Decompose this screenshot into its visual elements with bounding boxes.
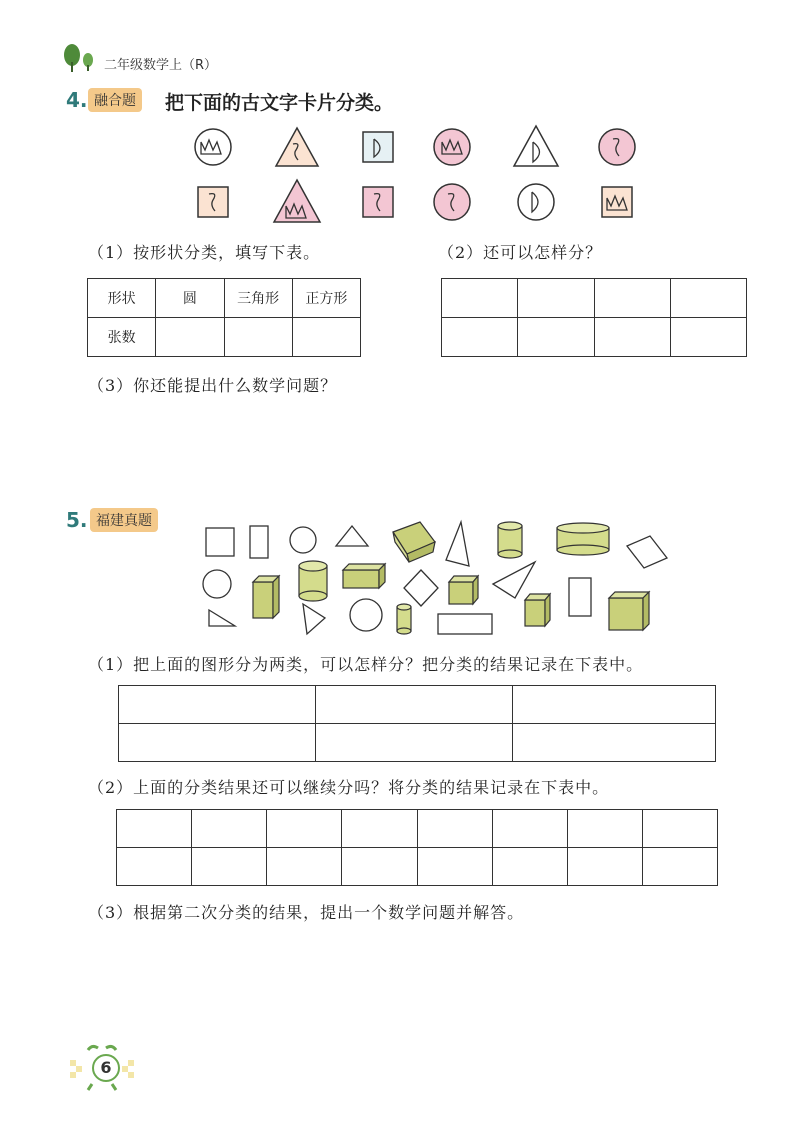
table-cell[interactable]: [316, 686, 513, 724]
shapes-collection: [195, 512, 685, 642]
two-category-table: [118, 685, 716, 762]
cube-shape: [449, 576, 478, 604]
card-triangle-moon: [514, 126, 558, 166]
table-cell[interactable]: [567, 848, 642, 886]
table-cell[interactable]: [342, 848, 417, 886]
circle-shape: [350, 599, 382, 631]
table-cell[interactable]: [642, 810, 717, 848]
table-cell[interactable]: [117, 810, 192, 848]
card-triangle-pink-mountain: [274, 180, 320, 222]
cuboid-shape: [525, 594, 550, 626]
card-square-peach-mountain: [602, 187, 632, 217]
table-cell-triangle-count[interactable]: [224, 318, 292, 357]
table-cell[interactable]: [117, 848, 192, 886]
table-cell[interactable]: [670, 279, 746, 318]
table-cell[interactable]: [518, 279, 594, 318]
small-cylinder-shape: [397, 604, 411, 634]
card-circle-mountain: [195, 129, 231, 165]
triangle-shape: [336, 526, 368, 546]
table-cell[interactable]: [492, 848, 567, 886]
square-shape: [404, 570, 438, 606]
table-cell[interactable]: [192, 810, 267, 848]
table-cell-square-count[interactable]: [292, 318, 360, 357]
question-4-part-1: （1）按形状分类，填写下表。: [88, 243, 321, 262]
table-cell[interactable]: [192, 848, 267, 886]
rectangle-shape: [627, 536, 667, 568]
shape-count-table: [87, 278, 361, 357]
table-header-circle: 圆: [156, 279, 224, 318]
table-cell[interactable]: [442, 318, 518, 357]
table-cell[interactable]: [567, 810, 642, 848]
question-5-part-2: （2）上面的分类结果还可以继续分吗？将分类的结果记录在下表中。: [88, 778, 610, 797]
square-shape: [206, 528, 234, 556]
table-header-shape: 形状: [88, 279, 156, 318]
alternate-classification-table: [441, 278, 747, 357]
question-4-part-2: （2）还可以怎样分？: [438, 243, 603, 262]
table-cell[interactable]: [594, 318, 670, 357]
further-classification-table: [116, 809, 718, 886]
triangle-shape: [209, 610, 235, 626]
rectangle-shape: [438, 614, 492, 634]
table-cell[interactable]: [119, 686, 316, 724]
card-triangle-peach: [276, 128, 318, 166]
flat-cylinder-shape: [557, 523, 609, 555]
triangle-shape: [303, 604, 325, 634]
rectangle-shape: [250, 526, 268, 558]
card-circle-pink-hook-2: [434, 184, 470, 220]
question-5-part-3: （3）根据第二次分类的结果，提出一个数学问题并解答。: [88, 903, 525, 922]
table-cell[interactable]: [518, 318, 594, 357]
card-circle-moon: [518, 184, 554, 220]
cuboid-shape: [343, 564, 385, 588]
table-cell[interactable]: [417, 810, 492, 848]
table-cell-circle-count[interactable]: [156, 318, 224, 357]
table-cell[interactable]: [513, 724, 716, 762]
table-cell[interactable]: [442, 279, 518, 318]
cuboid-shape: [253, 576, 279, 618]
cube-shape: [609, 592, 649, 630]
table-cell[interactable]: [670, 318, 746, 357]
table-header-square: 正方形: [292, 279, 360, 318]
question-4-part-3: （3）你还能提出什么数学问题？: [88, 376, 338, 395]
table-cell[interactable]: [513, 686, 716, 724]
cylinder-shape: [498, 522, 522, 558]
book-title: 二年级数学上（R）: [104, 58, 218, 73]
question-5-number: 5.: [66, 508, 88, 532]
question-5-tag: 福建真题: [90, 508, 158, 532]
question-4-tag: 融合题: [88, 88, 142, 112]
table-cell[interactable]: [594, 279, 670, 318]
ancient-character-cards: [180, 120, 650, 230]
table-cell[interactable]: [417, 848, 492, 886]
table-cell[interactable]: [342, 810, 417, 848]
card-circle-pink-hook: [599, 129, 635, 165]
table-cell[interactable]: [267, 810, 342, 848]
triangle-shape: [446, 522, 469, 566]
circle-shape: [203, 570, 231, 598]
table-row-label-count: 张数: [88, 318, 156, 357]
table-cell[interactable]: [492, 810, 567, 848]
card-square-peach-hook: [198, 187, 228, 217]
question-4-number: 4.: [66, 88, 88, 112]
cube-shape: [393, 522, 435, 562]
table-cell[interactable]: [642, 848, 717, 886]
card-square-moon: [363, 132, 393, 162]
table-cell[interactable]: [316, 724, 513, 762]
tree-logo-icon: [62, 42, 102, 74]
question-4-title: 把下面的古文字卡片分类。: [165, 92, 394, 114]
card-square-pink-hook: [363, 187, 393, 217]
table-cell[interactable]: [119, 724, 316, 762]
circle-shape: [290, 527, 316, 553]
table-header-triangle: 三角形: [224, 279, 292, 318]
rectangle-shape: [569, 578, 591, 616]
question-5-part-1: （1）把上面的图形分为两类，可以怎样分？把分类的结果记录在下表中。: [88, 655, 644, 674]
page-number: 6: [92, 1054, 120, 1082]
triangle-shape: [493, 562, 535, 598]
card-circle-pink-mountain: [434, 129, 470, 165]
table-cell[interactable]: [267, 848, 342, 886]
cylinder-shape: [299, 561, 327, 601]
